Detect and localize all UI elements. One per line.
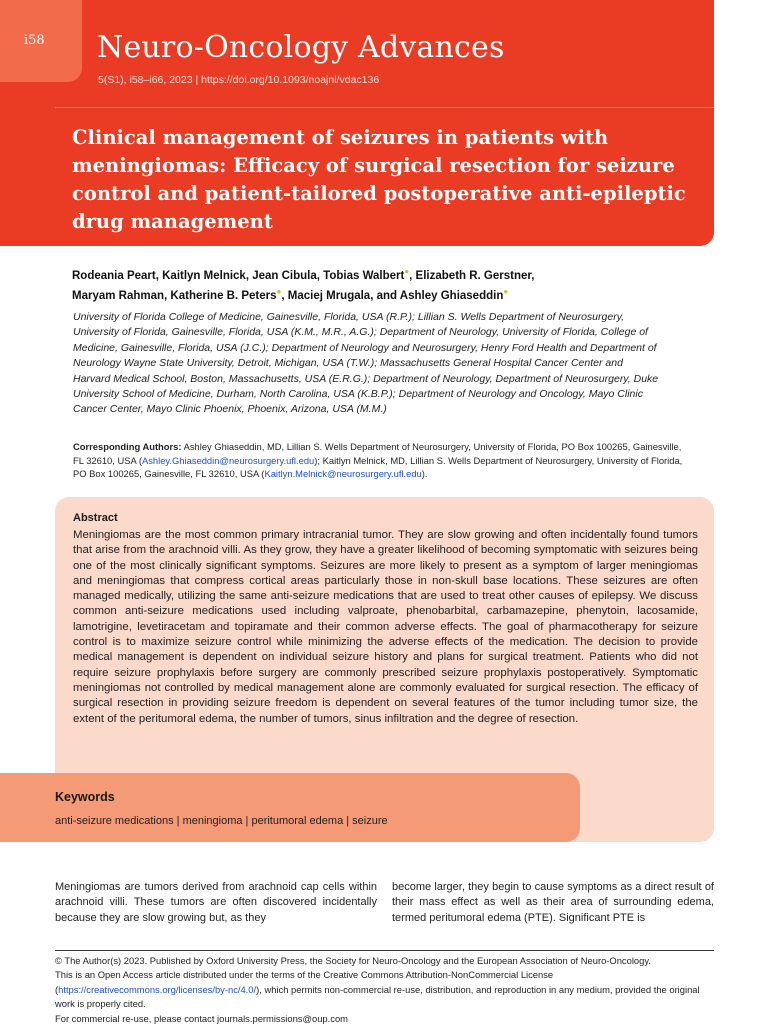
keywords-box bbox=[0, 773, 580, 842]
corresponding-authors bbox=[73, 440, 685, 481]
license-text-1: This is an Open Access article distributed under the terms of the Creative Commons Attribution-NonCommercial License ( bbox=[55, 969, 554, 995]
affiliations: University of Florida College of Medicine, Gainesville, Florida, USA (R.P.); Lillian S. Wells Department of Neurosurgery, University of Florida, Gainesville, Florida, USA (K.M., M.R., A.G.); Department of Neurology, University of Florida, College of Medicine, Gainesville, Florida, USA (J.C.); Department of Neurology and Neurosurgery, Henry Ford Health and Department of Neurology Wayne State University, Detroit, Michigan, USA (T.W.); Massachusetts General Hospital Cancer Center and Harvard Medical School, Boston, Massachusetts, USA (E.R.G.); Department of Neurology, Department of Neurosurgery, Duke University School of Medicine, Durham, North Carolina, USA (K.B.P.); Department of Neurology and Oncology, Mayo Clinic Cancer Center, Mayo Clinic Phoenix, Phoenix, Arizona, USA (M.M.) bbox=[73, 311, 659, 416]
abstract-heading: Abstract bbox=[73, 512, 118, 524]
journal-title: Neuro-Oncology Advances bbox=[97, 30, 505, 65]
article-title: Clinical management of seizures in patients with meningiomas: Efficacy of surgical resection for seizure control and patient-tailored postoperative anti-epileptic drug management bbox=[72, 126, 686, 233]
copyright-line: © The Author(s) 2023. Published by Oxford University Press, the Society for Neuro-Oncology and the European Association of Neuro-Oncology. bbox=[55, 955, 651, 966]
page-number-tab bbox=[0, 0, 82, 82]
author-names-1: Rodeania Peart, Kaitlyn Melnick, Jean Cibula, bbox=[72, 269, 320, 282]
body-column-left: Meningiomas are tumors derived from arachnoid cap cells within arachnoid villi. These tumors are often discovered incidentally because they are slow growing but, as they bbox=[55, 881, 377, 924]
author-names-3: Maryam Rahman, Katherine B. Peters bbox=[72, 289, 277, 302]
author-walbert: Tobias Walbert bbox=[323, 269, 405, 282]
abstract-text: Meningiomas are the most common primary intracranial tumor. They are slow growing and often incidentally found tumors that arise from the arachnoid villi. As they grow, they have a greater likelihood of becoming symptomatic with seizures being one of the most clinically significant symptoms. Seizures are more likely to present as a symptom of larger meningiomas and meningiomas that compress cortical areas particularly those in non-skull base locations. These seizures are often managed medically, utilizing the same anti-seizure medications that are used to treat other causes of epilepsy. We discuss common anti-seizure medications used including valproate, phenobarbital, carbamazepine, phenytoin, lacosamide, lamotrigine, levetiracetam and topiramate and their common adverse effects. The goal of pharmacotherapy for seizure control is to maximize seizure control while minimizing the adverse effects of the medication. The decision to provide medical management is dependent on individual seizure history and plans for surgical treatment. Patients who did not require seizure prophylaxis before surgery are commonly prescribed seizure prophylaxis postoperatively. Symptomatic meningiomas not controlled by medical management alone are commonly evaluated for surgical resection. The efficacy of surgical resection in providing seizure freedom is dependent on several features of the tumor including tumor size, the extent of the peritumoral edema, the number of tumors, sinus infiltration and the degree of resection. bbox=[73, 529, 698, 725]
corresponding-text-3: ). bbox=[421, 468, 428, 480]
license-text-2: ), which permits non-commercial re-use, distribution, and reproduction in any medium, provided the original work is properly cited. bbox=[55, 983, 700, 1010]
email-link-melnick[interactable]: Kaitlyn.Melnick@neurosurgery.ufl.edu bbox=[264, 468, 422, 480]
header-divider bbox=[55, 107, 714, 108]
body-column-right: become larger, they begin to cause symptoms as a direct result of their mass effect as well as their area of surrounding edema, termed peritumoral edema (PTE). Significant PTE is bbox=[392, 881, 714, 924]
corresponding-label: Corresponding Authors: bbox=[73, 441, 182, 452]
license-link[interactable]: https://creativecommons.org/licenses/by-nc/4.0/ bbox=[58, 983, 257, 995]
corresponding-text-1: Ashley Ghiaseddin, MD, Lillian S. Wells Department of Neurosurgery, University of Florida, PO Box 100265, Gainesville, FL 32610, USA ( bbox=[73, 441, 682, 466]
orcid-icon[interactable]: ● bbox=[404, 267, 410, 276]
page-number: i58 bbox=[24, 33, 45, 48]
corresponding-text-2: ); Kaitlyn Melnick, MD, Lillian S. Wells Department of Neurosurgery, University of Florida, PO Box 100265, Gainesville, FL 32610, USA ( bbox=[73, 454, 683, 480]
orcid-icon[interactable]: ● bbox=[276, 286, 282, 296]
author-list bbox=[72, 264, 712, 304]
keywords-list: anti-seizure medications | meningioma | peritumoral edema | seizure bbox=[55, 815, 388, 827]
author-names-4: , Maciej Mrugala, and Ashley Ghiaseddin bbox=[281, 289, 504, 302]
permissions-line: For commercial re-use, please contact journals.permissions@oup.com bbox=[55, 1012, 348, 1024]
citation-doi[interactable]: 5(S1), i58–i66, 2023 | https://doi.org/10.1093/noajnl/vdac136 bbox=[98, 74, 380, 86]
keywords-heading: Keywords bbox=[55, 790, 115, 804]
footer-divider bbox=[55, 950, 714, 951]
license-footer bbox=[55, 954, 715, 1026]
email-link-ghiaseddin[interactable]: Ashley.Ghiaseddin@neurosurgery.ufl.edu bbox=[141, 454, 315, 466]
orcid-icon[interactable]: ● bbox=[503, 286, 509, 296]
author-names-2: , Elizabeth R. Gerstner, bbox=[409, 269, 535, 282]
